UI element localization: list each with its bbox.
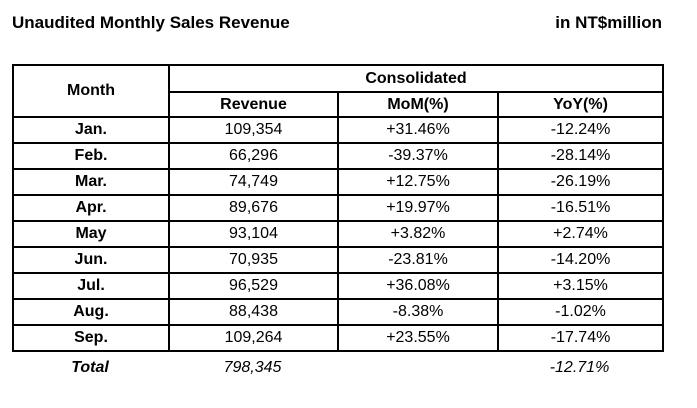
month-cell: Mar. <box>13 169 169 195</box>
table-row <box>13 325 663 351</box>
revenue-cell: 93,104 <box>169 221 338 247</box>
yoy-cell: -16.51% <box>498 195 663 221</box>
table-row <box>13 195 663 221</box>
table-row <box>13 247 663 273</box>
mom-cell: +31.46% <box>338 117 498 143</box>
yoy-cell: -26.19% <box>498 169 663 195</box>
revenue-column-header: Revenue <box>169 92 338 117</box>
unit-label: in NT$million <box>555 13 662 32</box>
header-row-group <box>13 65 663 92</box>
mom-column-header: MoM(%) <box>338 92 498 117</box>
mom-cell: -8.38% <box>338 299 498 325</box>
table-row <box>13 143 663 169</box>
yoy-cell: +3.15% <box>498 273 663 299</box>
month-cell: Feb. <box>13 143 169 169</box>
total-revenue: 798,345 <box>223 359 282 376</box>
revenue-cell: 70,935 <box>169 247 338 273</box>
report-page <box>12 12 662 384</box>
consolidated-group-header: Consolidated <box>169 65 663 92</box>
month-cell: Jan. <box>13 117 169 143</box>
mom-cell: -39.37% <box>338 143 498 169</box>
yoy-cell: -17.74% <box>498 325 663 351</box>
revenue-cell: 89,676 <box>169 195 338 221</box>
mom-cell: +19.97% <box>338 195 498 221</box>
table-row <box>13 117 663 143</box>
total-yoy: -12.71% <box>549 359 610 376</box>
table-row <box>13 299 663 325</box>
yoy-cell: -1.02% <box>498 299 663 325</box>
yoy-cell: +2.74% <box>498 221 663 247</box>
revenue-table <box>12 64 664 352</box>
month-cell: Aug. <box>13 299 169 325</box>
total-row <box>12 352 662 384</box>
mom-cell: +36.08% <box>338 273 498 299</box>
mom-cell: +23.55% <box>338 325 498 351</box>
revenue-cell: 109,354 <box>169 117 338 143</box>
revenue-cell: 66,296 <box>169 143 338 169</box>
month-cell: May <box>13 221 169 247</box>
revenue-cell: 74,749 <box>169 169 338 195</box>
month-cell: Apr. <box>13 195 169 221</box>
revenue-cell: 109,264 <box>169 325 338 351</box>
table-row <box>13 169 663 195</box>
month-cell: Jul. <box>13 273 169 299</box>
yoy-cell: -14.20% <box>498 247 663 273</box>
revenue-cell: 88,438 <box>169 299 338 325</box>
mom-cell: +3.82% <box>338 221 498 247</box>
table-row <box>13 273 663 299</box>
total-label: Total <box>71 359 109 376</box>
month-cell: Sep. <box>13 325 169 351</box>
yoy-column-header: YoY(%) <box>498 92 663 117</box>
month-cell: Jun. <box>13 247 169 273</box>
title-bar <box>12 12 662 33</box>
mom-cell: -23.81% <box>338 247 498 273</box>
yoy-cell: -12.24% <box>498 117 663 143</box>
yoy-cell: -28.14% <box>498 143 663 169</box>
page-title: Unaudited Monthly Sales Revenue <box>12 13 290 32</box>
revenue-cell: 96,529 <box>169 273 338 299</box>
month-column-header: Month <box>13 65 169 117</box>
mom-cell: +12.75% <box>338 169 498 195</box>
table-row <box>13 221 663 247</box>
